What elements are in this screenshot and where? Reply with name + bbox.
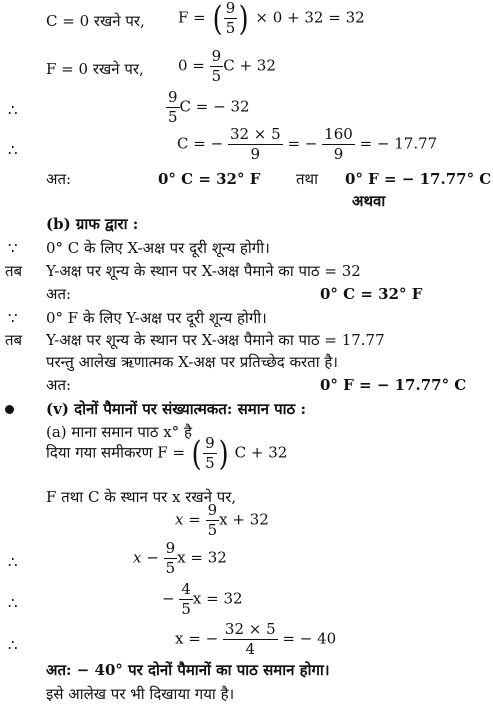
step-3-equation: − $\frac{4}{5}$ x = 32: [162, 580, 243, 618]
graph-line-2: Y-अक्ष पर शून्य के स्थान पर X-अक्ष पैमाने का पाठ = 32: [46, 262, 361, 280]
therefore-symbol: ∴: [8, 141, 18, 159]
line-f-zero-label: F = 0 रखने पर,: [46, 60, 144, 78]
step-1-equation: x = $\frac{9}{5}$ x + 32: [175, 501, 269, 539]
equation-f-at-c-zero: [178, 0, 365, 39]
therefore-symbol: ∴: [8, 594, 18, 612]
given-equation: [46, 433, 288, 474]
bullet-icon: [5, 405, 14, 414]
fraction-9-5: $\frac{9}{5}$: [205, 434, 215, 472]
therefore-symbol: ∴: [8, 101, 18, 119]
section-v-heading: (v) दोनों पैमानों पर संख्यात्मकत: समान पाठ :: [46, 400, 307, 418]
athva-label: अथवा: [352, 192, 386, 210]
graph-line-4: 0° F के लिए Y-अक्ष पर दूरी शून्य होगी।: [46, 309, 267, 327]
eq-mid: = −: [287, 134, 318, 153]
result-0f-neg17: 0° F = − 17.77° C: [320, 376, 467, 394]
fraction-32x5-4: $\frac{32 \times 5}{4}$: [224, 620, 276, 658]
fraction-9-5: $\frac{9}{5}$: [165, 539, 176, 577]
step-4-equation: x = − $\frac{32 \times 5}{4}$ = − 40: [175, 620, 337, 658]
result-0c-32f: 0° C = 32° F: [158, 170, 261, 188]
graph-line-1: 0° C के लिए X-अक्ष पर दूरी शून्य होगी।: [46, 239, 270, 257]
eq-lhs: F =: [178, 8, 206, 27]
graph-line-5: Y-अक्ष पर शून्य के स्थान पर X-अक्ष पैमाने का पाठ = 17.77: [46, 331, 385, 349]
eq-rhs: C + 32: [223, 56, 276, 75]
fraction-4-5: $\frac{4}{5}$: [181, 580, 191, 618]
right-paren: ): [218, 433, 229, 474]
final-note-line: इसे आलेख पर भी दिखाया गया है।: [46, 685, 235, 703]
tatha-label: तथा: [296, 170, 319, 188]
final-result-line: अत: − 40° पर दोनों पैमानों का पाठ समान होगा।: [46, 661, 330, 679]
eq-rhs: × 0 + 32 = 32: [255, 8, 365, 27]
eq-rhs: = − 17.77: [359, 134, 438, 153]
eq-lhs: 0 =: [178, 56, 205, 75]
equation-c-value: [177, 127, 437, 162]
eq-tail: C + 32: [234, 443, 288, 462]
fraction-160-9: $\frac{160}{9}$: [324, 125, 353, 163]
ata-label: अत:: [46, 376, 72, 394]
graph-line-6: परन्तु आलेख ऋणात्मक X-अक्ष पर प्रतिच्छेद करता है।: [46, 353, 338, 371]
line-c-zero-label: C = 0 रखने पर,: [46, 12, 145, 30]
left-paren: (: [212, 0, 223, 39]
eq-lead: दिया गया समीकरण F =: [46, 443, 186, 462]
tab-label: तब: [5, 331, 23, 349]
graph-heading: (b) ग्राफ द्वारा :: [46, 215, 139, 233]
equation-ninefifth-c: [166, 90, 250, 125]
right-paren: ): [239, 0, 249, 39]
result-0c-32f: 0° C = 32° F: [320, 285, 423, 303]
because-symbol: ∵: [8, 309, 18, 327]
ata-label: अत:: [46, 170, 72, 188]
therefore-symbol: ∴: [8, 553, 18, 571]
fraction-9-5: $\frac{9}{5}$: [207, 501, 218, 539]
because-symbol: ∵: [8, 239, 18, 257]
result-0f-neg17: 0° F = − 17.77° C: [345, 170, 492, 188]
eq-lhs: C = −: [177, 134, 224, 153]
ata-label: अत:: [46, 285, 72, 303]
step-2-equation: x − $\frac{9}{5}$ x = 32: [133, 539, 227, 577]
therefore-symbol: ∴: [8, 636, 18, 654]
fraction-9-5: $\frac{9}{5}$: [168, 88, 178, 126]
substitution-line: F तथा C के स्थान पर x रखने पर,: [46, 488, 237, 506]
assume-line: (a) माना समान पाठ x° है: [46, 423, 192, 441]
fraction-32x5-9: $\frac{32 \times 5}{9}$: [229, 125, 281, 163]
left-paren: (: [191, 433, 202, 474]
tab-label: तब: [5, 262, 23, 280]
fraction-9-5: $\frac{9}{5}$: [211, 47, 222, 85]
fraction-9-5: $\frac{9}{5}$: [225, 0, 236, 37]
equation-zero-eq: [178, 49, 276, 84]
eq-rhs: C = − 32: [179, 97, 250, 116]
